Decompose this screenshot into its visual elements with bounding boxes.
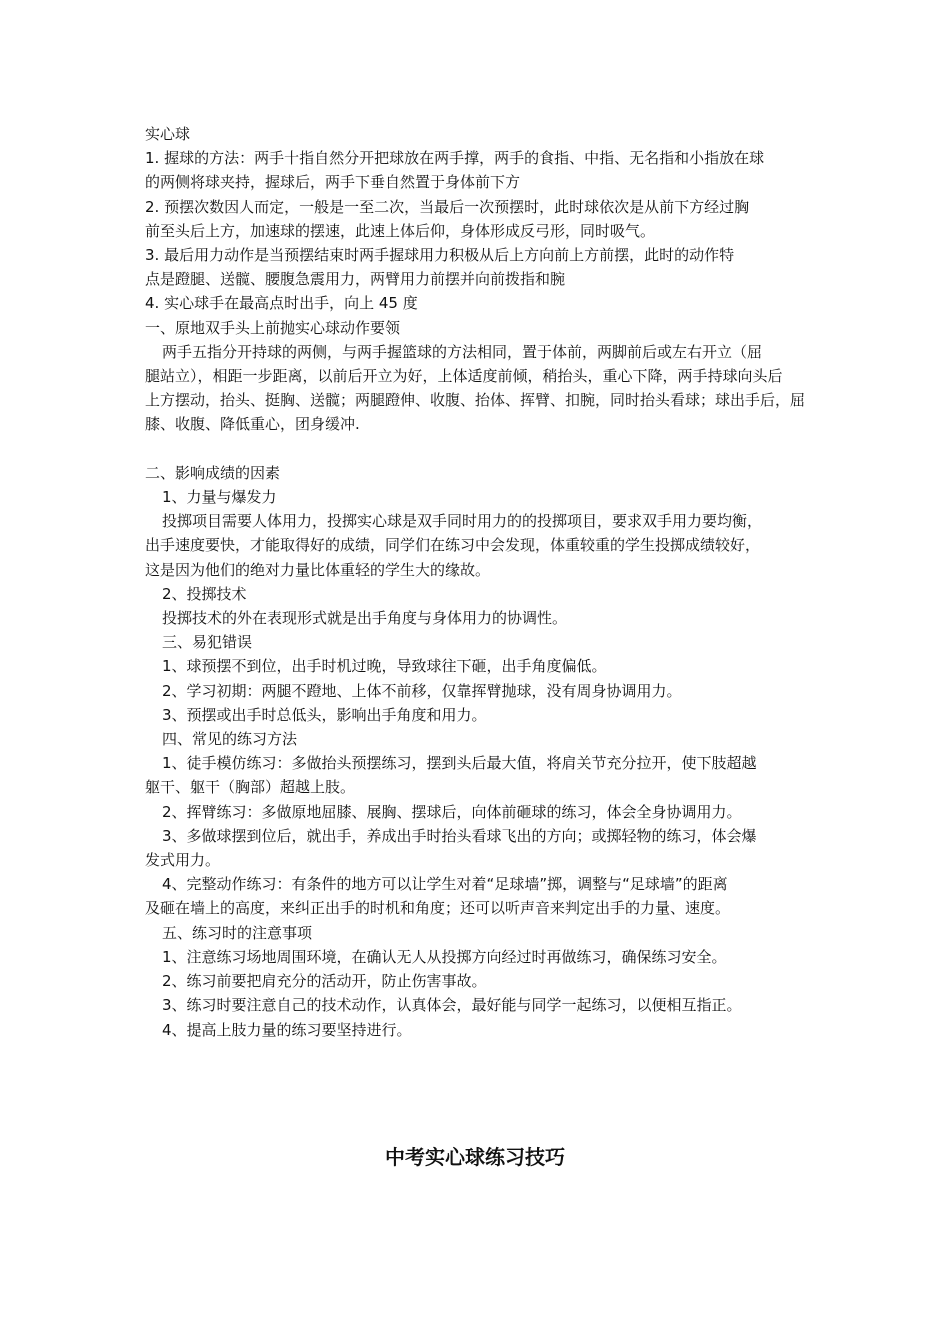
text-line: 4、完整动作练习：有条件的地方可以让学生对着“足球墙”掷，调整与“足球墙”的距离	[162, 875, 728, 894]
text-line: 投掷技术的外在表现形式就是出手角度与身体用力的协调性。	[162, 609, 568, 628]
text-line: 2、练习前要把肩充分的活动开，防止伤害事故。	[162, 972, 487, 991]
text-line: 一、原地双手头上前抛实心球动作要领	[145, 318, 401, 337]
text-line: 1. 握球的方法：两手十指自然分开把球放在两手撑，两手的食指、中指、无名指和小指放在球	[145, 149, 765, 168]
text-line: 及砸在墙上的高度，来纠正出手的时机和角度；还可以听声音来判定出手的力量、速度。	[145, 899, 731, 918]
text-line: 投掷项目需要人体用力，投掷实心球是双手同时用力的的投掷项目，要求双手用力要均衡，	[162, 512, 763, 531]
text-line: 2、学习初期：两腿不蹬地、上体不前移，仅靠挥臂抛球，没有周身协调用力。	[162, 681, 682, 700]
text-line: 出手速度要快，才能取得好的成绩，同学们在练习中会发现，体重较重的学生投掷成绩较好，	[145, 536, 761, 555]
blank-line	[145, 437, 810, 461]
text-line: 发式用力。	[145, 851, 221, 870]
text-line: 腿站立），相距一步距离，以前后开立为好，上体适度前倾，稍抬头，重心下降，两手持球向头后	[145, 367, 783, 386]
text-line: 2、投掷技术	[162, 584, 247, 603]
text-line: 两手五指分开持球的两侧，与两手握篮球的方法相同，置于体前，两脚前后或左右开立（屈	[162, 342, 763, 361]
text-line: 2. 预摆次数因人而定，一般是一至二次，当最后一次预摆时，此时球依次是从前下方经过胸	[145, 197, 750, 216]
text-line: 膝、收腹、降低重心，团身缓冲.	[145, 415, 360, 434]
text-line: 实心球	[145, 125, 191, 143]
text-line: 4. 实心球手在最高点时出手，向上 45 度	[145, 294, 418, 313]
text-line: 的两侧将球夹持，握球后，两手下垂自然置于身体前下方	[145, 173, 521, 192]
document-body	[145, 122, 810, 1042]
text-line: 1、力量与爆发力	[162, 488, 277, 507]
text-line: 4、提高上肢力量的练习要坚持进行。	[162, 1020, 412, 1039]
text-line: 1、注意练习场地周围环境，在确认无人从投掷方向经过时再做练习，确保练习安全。	[162, 947, 727, 966]
text-line: 点是蹬腿、送髋、腰腹急震用力，两臂用力前摆并向前拨指和腕	[145, 270, 566, 289]
text-line: 3. 最后用力动作是当预摆结束时两手握球用力积极从后上方向前上方前摆，此时的动作特	[145, 246, 735, 265]
text-line: 3、练习时要注意自己的技术动作，认真体会，最好能与同学一起练习，以便相互指正。	[162, 996, 742, 1015]
text-line: 五、练习时的注意事项	[162, 923, 313, 942]
footer-title: 中考实心球练习技巧	[385, 1145, 565, 1169]
text-line: 1、球预摆不到位，出手时机过晚，导致球往下砸，出手角度偏低。	[162, 657, 607, 676]
text-line: 三、易犯错误	[162, 633, 253, 652]
text-line: 上方摆动，抬头、挺胸、送髋；两腿蹬伸、收腹、抬体、挥臂、扣腕，同时抬头看球；球出手后，屈	[145, 391, 806, 410]
text-line: 前至头后上方，加速球的摆速，此速上体后仰，身体形成反弓形，同时吸气。	[145, 221, 656, 240]
text-line: 二、影响成绩的因素	[145, 463, 281, 482]
text-line: 四、常见的练习方法	[162, 730, 298, 749]
text-line: 这是因为他们的绝对力量比体重轻的学生大的缘故。	[145, 560, 491, 579]
text-line: 3、多做球摆到位后，就出手，养成出手时抬头看球飞出的方向；或掷轻物的练习，体会爆	[162, 826, 757, 845]
text-line: 1、徒手模仿练习：多做抬头预摆练习，摆到头后最大值，将肩关节充分拉开，使下肢超越	[162, 754, 757, 773]
text-line: 2、挥臂练习：多做原地屈膝、展胸、摆球后，向体前砸球的练习，体会全身协调用力。	[162, 802, 742, 821]
text-line: 3、预摆或出手时总低头，影响出手角度和用力。	[162, 705, 487, 724]
text-line: 躯干、躯干（胸部）超越上肢。	[145, 778, 356, 797]
